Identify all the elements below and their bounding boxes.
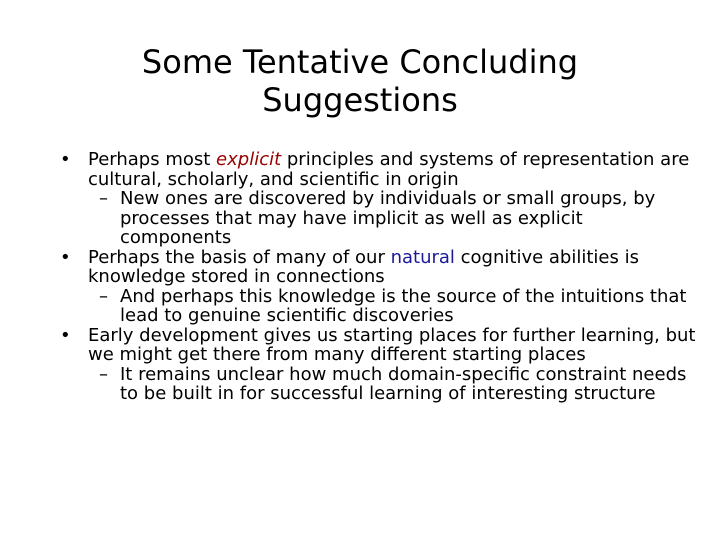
- bullet-1-pre: Perhaps most: [88, 149, 217, 170]
- bullet-2: [58, 248, 698, 287]
- dash-marker: –: [99, 285, 108, 307]
- bullet-1-sub: [58, 189, 698, 248]
- title-line-2: Suggestions: [262, 81, 458, 119]
- slide-title: [60, 43, 660, 119]
- bullet-3-sub-text: It remains unclear how much domain-specific constraint needs to be built in for successful learning of interesting structure: [120, 363, 687, 404]
- dash-marker: –: [99, 363, 108, 385]
- slide-body: [58, 150, 698, 404]
- bullet-marker: •: [60, 149, 71, 170]
- bullet-3-sub: [58, 365, 698, 404]
- bullet-3: [58, 326, 698, 365]
- bullet-1-post: principles and systems of representation are cultural, scholarly, and scientific in origin: [88, 149, 690, 190]
- bullet-2-sub: [58, 287, 698, 326]
- bullet-1-sub-text: New ones are discovered by individuals or small groups, by processes that may have implicit as well as explicit components: [120, 188, 656, 248]
- bullet-2-post: cognitive abilities is knowledge stored in connections: [88, 246, 639, 287]
- title-line-1: Some Tentative Concluding: [141, 43, 579, 81]
- bullet-3-text: Early development gives us starting places for further learning, but we might get there from many different starting places: [88, 324, 696, 365]
- bullet-2-sub-text: And perhaps this knowledge is the source of the intuitions that lead to genuine scientific discoveries: [120, 285, 687, 326]
- bullet-1-highlight-explicit: explicit: [216, 149, 282, 170]
- bullet-2-highlight-natural: natural: [390, 246, 455, 268]
- bullet-marker: •: [60, 246, 71, 268]
- dash-marker: –: [99, 188, 108, 209]
- bullet-marker: •: [60, 324, 71, 346]
- bullet-2-pre: Perhaps the basis of many of our: [88, 246, 391, 268]
- bullet-1: [58, 150, 698, 189]
